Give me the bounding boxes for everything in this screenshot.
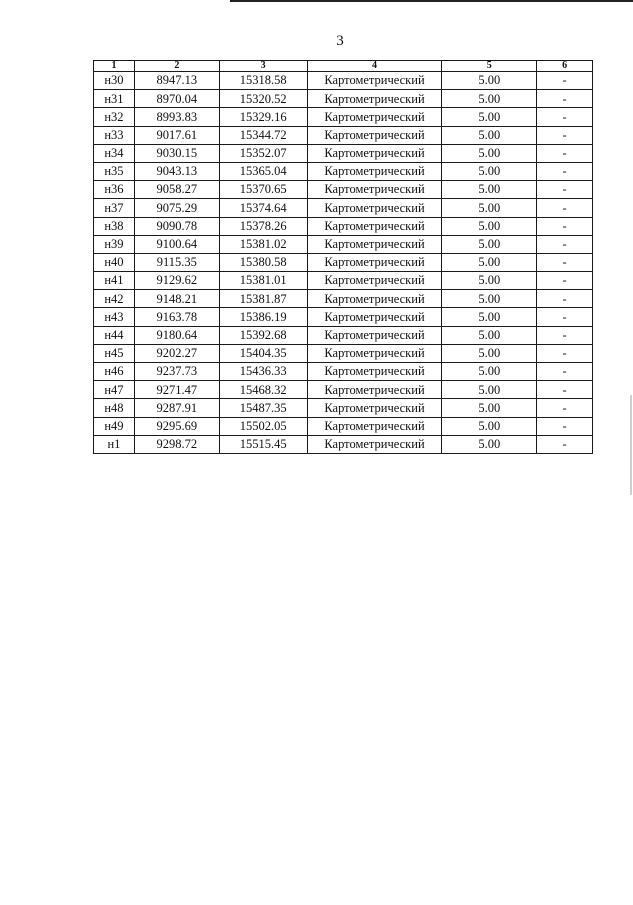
page-number: 3 [336,33,344,49]
y-coordinate-cell: 15378.26 [219,217,307,235]
method-cell: Картометрический [307,253,442,271]
description-cell: - [537,381,593,399]
accuracy-cell: 5.00 [442,199,537,217]
method-cell: Картометрический [307,417,442,435]
point-id-cell: н30 [94,72,135,90]
table-row [94,381,593,399]
accuracy-cell: 5.00 [442,181,537,199]
method-cell: Картометрический [307,72,442,90]
coordinates-table [93,60,593,454]
table-row [94,162,593,180]
method-cell: Картометрический [307,272,442,290]
description-cell: - [537,108,593,126]
description-cell: - [537,235,593,253]
table-row [94,272,593,290]
table-row [94,181,593,199]
accuracy-cell: 5.00 [442,417,537,435]
accuracy-cell: 5.00 [442,72,537,90]
y-coordinate-cell: 15404.35 [219,344,307,362]
table-row [94,435,593,453]
y-coordinate-cell: 15344.72 [219,126,307,144]
description-cell: - [537,363,593,381]
table-row [94,363,593,381]
description-cell: - [537,126,593,144]
y-coordinate-cell: 15515.45 [219,435,307,453]
column-header: 5 [442,61,537,72]
y-coordinate-cell: 15370.65 [219,181,307,199]
table-row [94,199,593,217]
point-id-cell: н33 [94,126,135,144]
point-id-cell: н49 [94,417,135,435]
table-row [94,253,593,271]
method-cell: Картометрический [307,126,442,144]
method-cell: Картометрический [307,217,442,235]
description-cell: - [537,253,593,271]
method-cell: Картометрический [307,181,442,199]
description-cell: - [537,417,593,435]
top-rule [230,0,633,2]
x-coordinate-cell: 9271.47 [134,381,219,399]
column-header: 4 [307,61,442,72]
x-coordinate-cell: 9100.64 [134,235,219,253]
description-cell: - [537,181,593,199]
point-id-cell: н35 [94,162,135,180]
x-coordinate-cell: 9287.91 [134,399,219,417]
y-coordinate-cell: 15365.04 [219,162,307,180]
x-coordinate-cell: 8947.13 [134,72,219,90]
method-cell: Картометрический [307,144,442,162]
accuracy-cell: 5.00 [442,344,537,362]
method-cell: Картометрический [307,435,442,453]
x-coordinate-cell: 9017.61 [134,126,219,144]
description-cell: - [537,217,593,235]
y-coordinate-cell: 15487.35 [219,399,307,417]
column-header: 1 [94,61,135,72]
table-row [94,326,593,344]
y-coordinate-cell: 15468.32 [219,381,307,399]
point-id-cell: н48 [94,399,135,417]
table-row [94,217,593,235]
x-coordinate-cell: 9237.73 [134,363,219,381]
method-cell: Картометрический [307,326,442,344]
accuracy-cell: 5.00 [442,90,537,108]
table-row [94,126,593,144]
accuracy-cell: 5.00 [442,381,537,399]
description-cell: - [537,290,593,308]
description-cell: - [537,326,593,344]
point-id-cell: н32 [94,108,135,126]
point-id-cell: н41 [94,272,135,290]
x-coordinate-cell: 8970.04 [134,90,219,108]
method-cell: Картометрический [307,344,442,362]
table-row [94,235,593,253]
accuracy-cell: 5.00 [442,217,537,235]
y-coordinate-cell: 15374.64 [219,199,307,217]
method-cell: Картометрический [307,381,442,399]
y-coordinate-cell: 15329.16 [219,108,307,126]
table-header-row [94,61,593,72]
y-coordinate-cell: 15381.02 [219,235,307,253]
y-coordinate-cell: 15381.87 [219,290,307,308]
y-coordinate-cell: 15318.58 [219,72,307,90]
table-row [94,399,593,417]
accuracy-cell: 5.00 [442,272,537,290]
accuracy-cell: 5.00 [442,435,537,453]
method-cell: Картометрический [307,108,442,126]
point-id-cell: н47 [94,381,135,399]
y-coordinate-cell: 15386.19 [219,308,307,326]
description-cell: - [537,144,593,162]
method-cell: Картометрический [307,308,442,326]
table-row [94,144,593,162]
table-row [94,108,593,126]
table-row [94,72,593,90]
point-id-cell: н36 [94,181,135,199]
accuracy-cell: 5.00 [442,290,537,308]
table-body [94,72,593,454]
accuracy-cell: 5.00 [442,326,537,344]
description-cell: - [537,199,593,217]
point-id-cell: н40 [94,253,135,271]
description-cell: - [537,344,593,362]
y-coordinate-cell: 15392.68 [219,326,307,344]
table-row [94,417,593,435]
x-coordinate-cell: 9075.29 [134,199,219,217]
accuracy-cell: 5.00 [442,108,537,126]
method-cell: Картометрический [307,290,442,308]
accuracy-cell: 5.00 [442,253,537,271]
description-cell: - [537,72,593,90]
method-cell: Картометрический [307,363,442,381]
accuracy-cell: 5.00 [442,308,537,326]
method-cell: Картометрический [307,199,442,217]
description-cell: - [537,399,593,417]
method-cell: Картометрический [307,162,442,180]
column-header: 2 [134,61,219,72]
table-row [94,344,593,362]
description-cell: - [537,90,593,108]
x-coordinate-cell: 9058.27 [134,181,219,199]
x-coordinate-cell: 9148.21 [134,290,219,308]
method-cell: Картометрический [307,90,442,108]
x-coordinate-cell: 9129.62 [134,272,219,290]
x-coordinate-cell: 8993.83 [134,108,219,126]
point-id-cell: н45 [94,344,135,362]
accuracy-cell: 5.00 [442,126,537,144]
y-coordinate-cell: 15320.52 [219,90,307,108]
y-coordinate-cell: 15436.33 [219,363,307,381]
x-coordinate-cell: 9202.27 [134,344,219,362]
point-id-cell: н34 [94,144,135,162]
table-row [94,308,593,326]
description-cell: - [537,162,593,180]
accuracy-cell: 5.00 [442,399,537,417]
description-cell: - [537,308,593,326]
point-id-cell: н31 [94,90,135,108]
accuracy-cell: 5.00 [442,144,537,162]
method-cell: Картометрический [307,235,442,253]
table-row [94,90,593,108]
point-id-cell: н42 [94,290,135,308]
y-coordinate-cell: 15380.58 [219,253,307,271]
description-cell: - [537,435,593,453]
point-id-cell: н43 [94,308,135,326]
point-id-cell: н46 [94,363,135,381]
accuracy-cell: 5.00 [442,162,537,180]
accuracy-cell: 5.00 [442,235,537,253]
y-coordinate-cell: 15502.05 [219,417,307,435]
x-coordinate-cell: 9298.72 [134,435,219,453]
accuracy-cell: 5.00 [442,363,537,381]
point-id-cell: н37 [94,199,135,217]
point-id-cell: н44 [94,326,135,344]
x-coordinate-cell: 9295.69 [134,417,219,435]
table-row [94,290,593,308]
y-coordinate-cell: 15352.07 [219,144,307,162]
x-coordinate-cell: 9090.78 [134,217,219,235]
scan-edge-line [630,395,632,495]
point-id-cell: н39 [94,235,135,253]
x-coordinate-cell: 9043.13 [134,162,219,180]
column-header: 6 [537,61,593,72]
point-id-cell: н1 [94,435,135,453]
x-coordinate-cell: 9030.15 [134,144,219,162]
point-id-cell: н38 [94,217,135,235]
y-coordinate-cell: 15381.01 [219,272,307,290]
description-cell: - [537,272,593,290]
x-coordinate-cell: 9180.64 [134,326,219,344]
method-cell: Картометрический [307,399,442,417]
x-coordinate-cell: 9115.35 [134,253,219,271]
column-header: 3 [219,61,307,72]
x-coordinate-cell: 9163.78 [134,308,219,326]
